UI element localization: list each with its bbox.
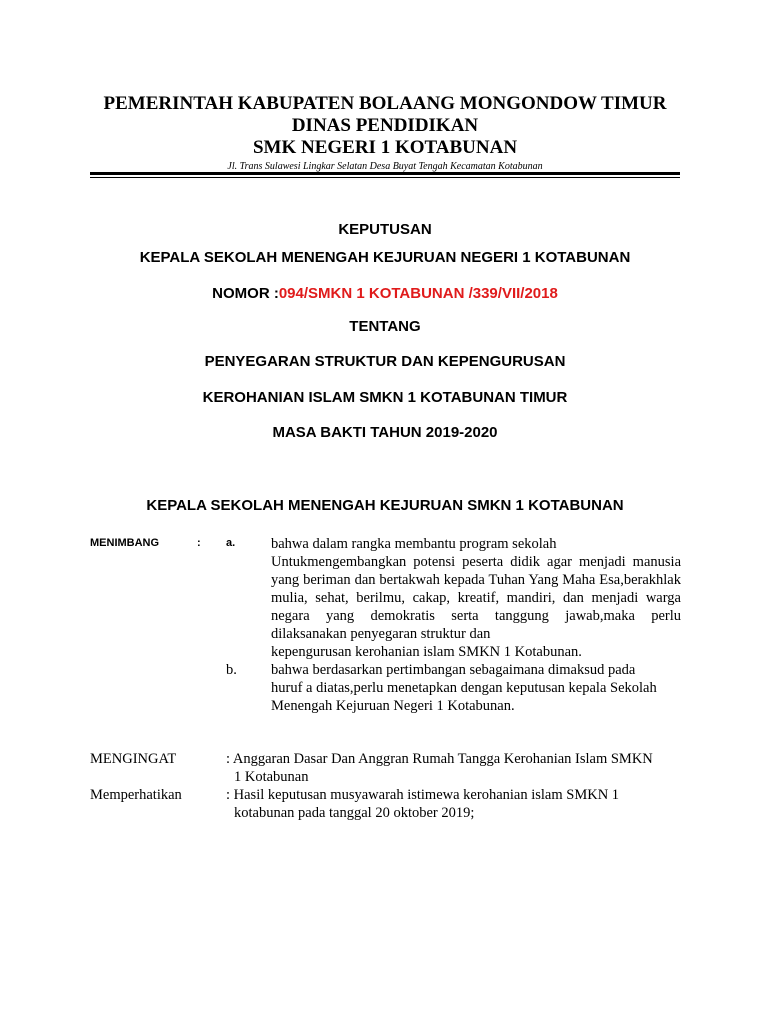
menimbang-item-b-line-1: bahwa berdasarkan pertimbangan sebagaimana dimaksud pada — [271, 662, 636, 678]
mengingat-line-1: : Anggaran Dasar Dan Anggran Rumah Tangga Kerohanian Islam SMKN — [226, 751, 653, 767]
decree-number-label: NOMOR : — [212, 285, 279, 302]
letterhead-rule-thin — [90, 177, 680, 178]
mengingat-text — [226, 750, 686, 786]
letterhead-school: SMK NEGERI 1 KOTABUNAN — [252, 137, 518, 158]
menimbang-item-a-marker: a. — [226, 537, 236, 549]
menimbang-item-b-line-2: huruf a diatas,perlu menetapkan dengan keputusan kepala Sekolah — [271, 680, 657, 696]
menimbang-item-a-body: Untukmengembangkan potensi peserta didik agar menjadi manusia yang beriman dan bertakwah kepada Tuhan Yang Maha Esa,berakhlak mulia, sehat, berilmu, cakap, kreatif, mandiri, dan menjadi warga negara yang demokratis serta tanggung jawab,maka perlu dilaksanakan penyegaran struktur dan — [271, 554, 681, 642]
decree-subject-3: MASA BAKTI TAHUN 2019-2020 — [272, 424, 498, 441]
menimbang-item-a-last-line: kepengurusan kerohanian islam SMKN 1 Kotabunan. — [271, 644, 582, 660]
letterhead — [90, 93, 680, 174]
decree-heading: KEPUTUSAN — [338, 221, 432, 238]
letterhead-government: PEMERINTAH KABUPATEN BOLAANG MONGONDOW TIMUR — [103, 93, 667, 114]
decree-subject-2: KEROHANIAN ISLAM SMKN 1 KOTABUNAN TIMUR — [202, 389, 568, 406]
menimbang-item-a-first-line: bahwa dalam rangka membantu program sekolah — [271, 536, 557, 552]
menimbang-label: MENIMBANG — [90, 537, 160, 549]
menimbang-colon: : — [197, 537, 201, 549]
memperhatikan-text — [226, 786, 686, 822]
decree-subject-1: PENYEGARAN STRUKTUR DAN KEPENGURUSAN — [204, 353, 566, 370]
letterhead-address: Jl. Trans Sulawesi Lingkar Selatan Desa Buyat Tengah Kecamatan Kotabunan — [227, 161, 543, 172]
menimbang-item-b-marker: b. — [226, 662, 237, 678]
mengingat-line-2: 1 Kotabunan — [234, 769, 309, 785]
decree-number-value: 094/SMKN 1 KOTABUNAN /339/VII/2018 — [278, 285, 558, 302]
decree-signatory: KEPALA SEKOLAH MENENGAH KEJURUAN SMKN 1 KOTABUNAN — [146, 497, 624, 514]
mengingat-label: MENGINGAT — [90, 751, 177, 767]
decree-number — [90, 285, 680, 303]
memperhatikan-label: Memperhatikan — [90, 787, 182, 803]
menimbang-item-a — [271, 535, 681, 661]
menimbang-item-b-line-3: Menengah Kejuruan Negeri 1 Kotabunan. — [271, 698, 515, 714]
menimbang-item-b — [271, 661, 681, 715]
letterhead-rule-thick — [90, 172, 680, 175]
decree-issuer: KEPALA SEKOLAH MENENGAH KEJURUAN NEGERI 1 KOTABUNAN — [139, 249, 631, 266]
memperhatikan-line-2: kotabunan pada tanggal 20 oktober 2019; — [234, 805, 475, 821]
decree-about: TENTANG — [349, 318, 421, 335]
memperhatikan-line-1: : Hasil keputusan musyawarah istimewa kerohanian islam SMKN 1 — [226, 787, 620, 803]
letterhead-department: DINAS PENDIDIKAN — [291, 115, 479, 136]
